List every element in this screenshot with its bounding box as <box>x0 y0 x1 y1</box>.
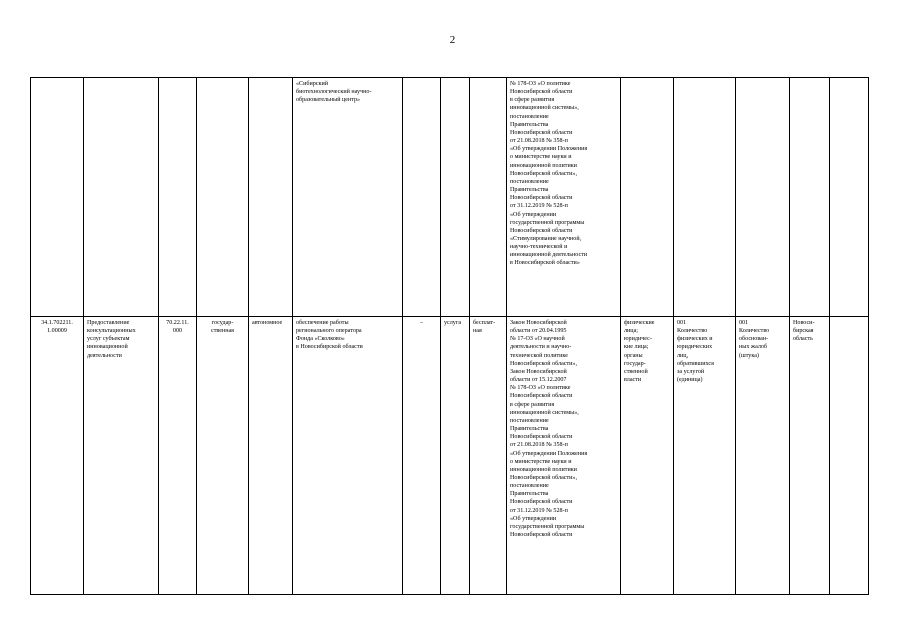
territory-cell <box>790 78 830 317</box>
service-code-cell <box>31 78 84 317</box>
service-form-cell <box>441 78 470 317</box>
okved-cell: 70.22.11. 000 <box>159 317 197 595</box>
volume-indicator-cell <box>674 78 736 317</box>
consumers-cell: физические лица; юридичес- кие лица; органы государ- ственной власти <box>621 317 674 595</box>
service-content-cell: обеспечение работы регионального оператора Фонда «Сколково» в Новосибирской области <box>293 317 403 595</box>
institution-kind-cell <box>249 78 293 317</box>
table-row <box>31 317 869 595</box>
service-code-cell: 34.1.702211. 1.00009 <box>31 317 84 595</box>
payment-cell: бесплат- ная <box>470 317 507 595</box>
quality-indicator-cell <box>736 78 790 317</box>
institution-type-cell <box>197 78 249 317</box>
okved-cell <box>159 78 197 317</box>
service-content-cell: «Сибирский биотехнологический научно- образовательный центр» <box>293 78 403 317</box>
consumers-cell <box>621 78 674 317</box>
service-register-table <box>30 77 869 595</box>
institution-kind-cell: автономное <box>249 317 293 595</box>
legal-basis-cell: № 178-ОЗ «О политике Новосибирской области в сфере развития инновационной системы», постановление Правительства Новосибирской области от 21.08.2018 № 358-п «Об утверждении Положения о министерстве науки и инновационной политики Новосибирской области», постановление Правительства Новосибирской области от 31.12.2019 № 528-п «Об утверждении государственной программы Новосибирской области «Стимулирование научной, научно-технической и инновационной деятельности в Новосибирской области» <box>507 78 621 317</box>
territory-cell: Новоси- бирская область <box>790 317 830 595</box>
condition-cell <box>403 78 441 317</box>
quality-indicator-cell: 001 Количество обоснован- ных жалоб (штука) <box>736 317 790 595</box>
volume-indicator-cell: 001 Количество физических и юридических лиц, обратившихся за услугой (единица) <box>674 317 736 595</box>
service-name-cell: Предоставление консультационных услуг субъектам инновационной деятельности <box>84 317 159 595</box>
extra-cell <box>830 317 869 595</box>
service-form-cell: услуга <box>441 317 470 595</box>
extra-cell <box>830 78 869 317</box>
payment-cell <box>470 78 507 317</box>
institution-type-cell: государ- ственная <box>197 317 249 595</box>
legal-basis-cell: Закон Новосибирской области от 20.04.1995 № 17-ОЗ «О научной деятельности и научно- технической политике Новосибирской области», Закон Новосибирской области от 15.12.2007 № 178-ОЗ «О политике Новосибирской области в сфере развития инновационной системы», постановление Правительства Новосибирской области от 21.08.2018 № 358-п «Об утверждении Положения о министерстве науки и инновационной политики Новосибирской области», постановление Правительства Новосибирской области от 31.12.2019 № 528-п «Об утверждении государственной программы Новосибирской области <box>507 317 621 595</box>
page-number: 2 <box>449 34 456 46</box>
table-row <box>31 78 869 317</box>
condition-cell: – <box>403 317 441 595</box>
service-name-cell <box>84 78 159 317</box>
